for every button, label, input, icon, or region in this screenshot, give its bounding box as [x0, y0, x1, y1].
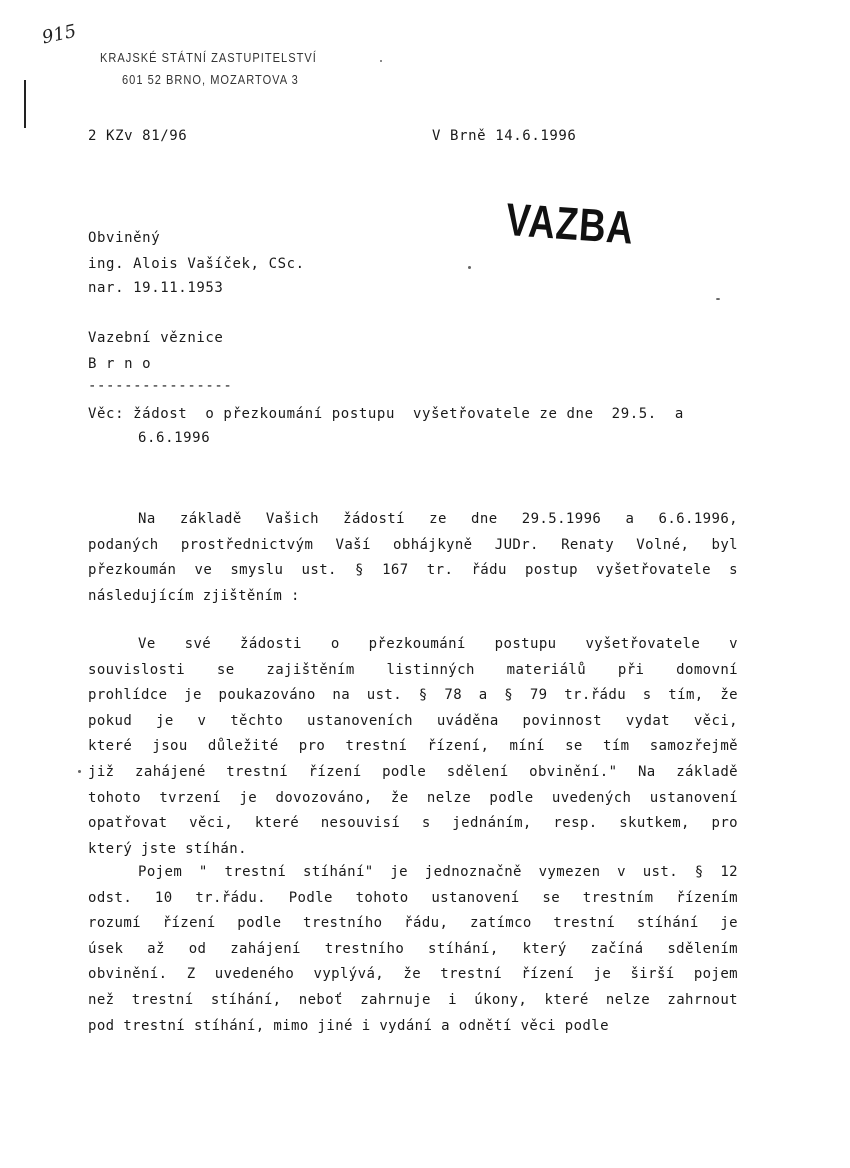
handwritten-folio-mark: 915: [40, 20, 79, 49]
recipient-birthdate: nar. 19.11.1953: [88, 280, 224, 296]
separator-rule: ----------------: [88, 378, 233, 394]
paragraph-line: které jsou důležité pro trestní řízení, míní se tím samozřejmě: [88, 738, 738, 755]
paragraph-line: rozumí řízení podle trestního řádu, zatímco trestní stíhání je: [88, 915, 738, 932]
scan-speck: [468, 266, 471, 269]
place-and-date: V Brně 14.6.1996: [432, 128, 577, 144]
paragraph-line: přezkoumán ve smyslu ust. § 167 tr. řádu postup vyšetřovatele s: [88, 562, 738, 579]
body-paragraph-1: [88, 507, 738, 609]
body-paragraph-3: [88, 860, 738, 1039]
paragraph-line: již zahájené trestní řízení podle sdělení obvinění." Na základě: [88, 763, 738, 780]
institution-name: Vazební věznice: [88, 330, 224, 346]
paragraph-line: následujícím zjištěním :: [88, 587, 300, 604]
subject-line: Věc: žádost o přezkoumání postupu vyšetřovatele ze dne 29.5. a: [88, 406, 684, 422]
custody-stamp: VAZBA: [504, 192, 636, 254]
paragraph-line: obvinění. Z uvedeného vyplývá, že trestní řízení je širší pojem: [88, 966, 738, 983]
paragraph-line: podaných prostřednictvým Vaší obhájkyně JUDr. Renaty Volné, byl: [88, 536, 738, 553]
subject-date: 6.6.1996: [138, 430, 211, 446]
paragraph-line: opatřovat věci, které nesouvisí s jednáním, resp. skutkem, pro: [88, 815, 738, 832]
paragraph-line: Ve své žádosti o přezkoumání postupu vyšetřovatele v: [138, 636, 738, 652]
reference-number: 2 KZv 81/96: [88, 128, 188, 144]
recipient-name: ing. Alois Vašíček, CSc.: [88, 256, 305, 272]
scan-speck: [380, 60, 382, 62]
paragraph-line: který jste stíhán.: [88, 840, 247, 857]
margin-pen-stroke: [24, 80, 26, 128]
body-paragraph-2: [88, 632, 738, 862]
paragraph-line: pod trestní stíhání, mimo jiné i vydání a odnětí věci podle: [88, 1017, 609, 1034]
scan-speck: [716, 298, 720, 300]
office-stamp-line2: 601 52 BRNO, MOZARTOVA 3: [122, 72, 299, 87]
paragraph-line: pokud je v těchto ustanoveních uváděna povinnost vydat věci,: [88, 712, 738, 729]
paragraph-line: úsek až od zahájení trestního stíhání, který začíná sdělením: [88, 940, 738, 957]
paragraph-line: Pojem " trestní stíhání" je jednoznačně vymezen v ust. § 12: [138, 864, 738, 880]
paragraph-line: souvislosti se zajištěním listinných materiálů při domovní: [88, 661, 738, 678]
scan-speck: [78, 770, 81, 773]
paragraph-line: odst. 10 tr.řádu. Podle tohoto ustanovení se trestním řízením: [88, 889, 738, 906]
recipient-label: Obviněný: [88, 230, 161, 246]
institution-city: B r n o: [88, 356, 152, 372]
paragraph-line: tohoto tvrzení je dovozováno, že nelze podle uvedených ustanovení: [88, 789, 738, 806]
paragraph-line: prohlídce je poukazováno na ust. § 78 a § 79 tr.řádu s tím, že: [88, 687, 738, 704]
paragraph-line: než trestní stíhání, neboť zahrnuje i úkony, které nelze zahrnout: [88, 991, 738, 1008]
office-stamp-line1: KRAJSKÉ STÁTNÍ ZASTUPITELSTVÍ: [100, 50, 317, 65]
paragraph-line: Na základě Vašich žádostí ze dne 29.5.1996 a 6.6.1996,: [138, 511, 738, 527]
